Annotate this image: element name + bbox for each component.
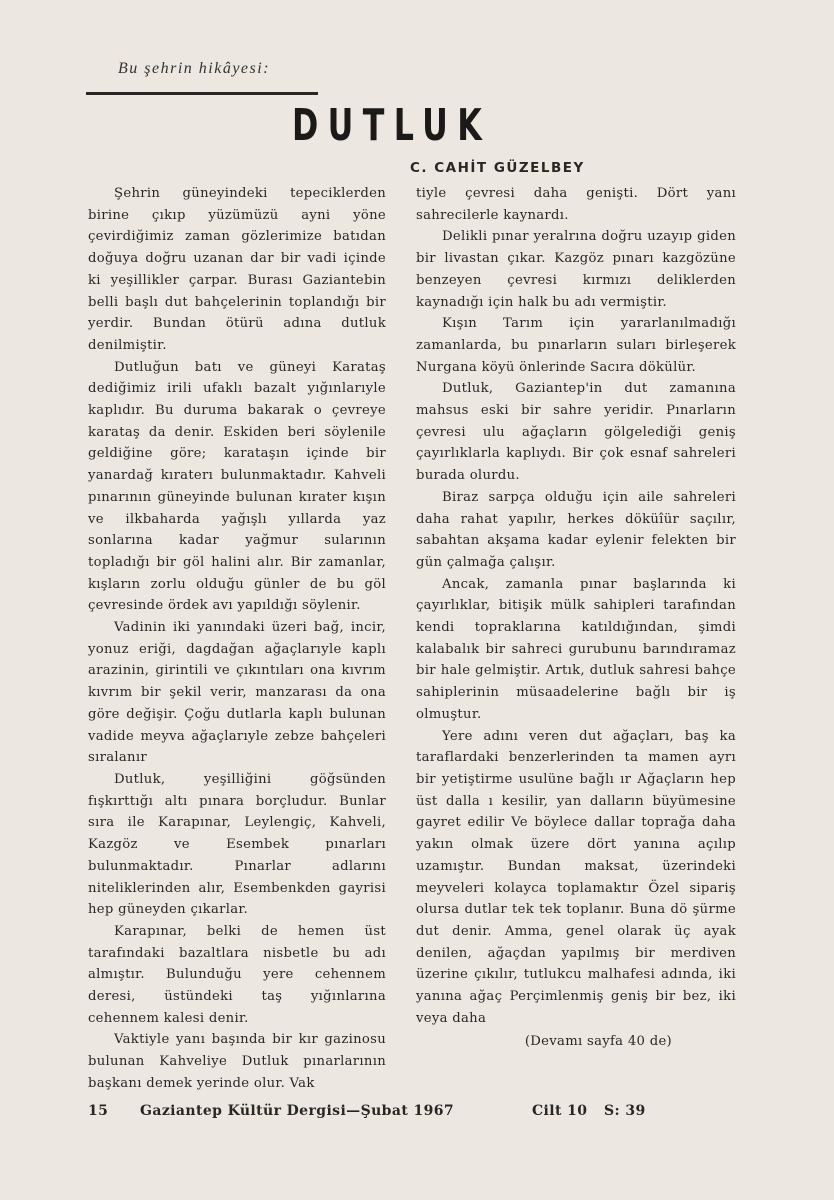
paragraph: Karapınar, belki de hemen üst tarafındaki bazaltlara nisbetle bu adı almıştır. Bulunduğu yere cehennem deresi, üstündeki taş yığınlarına cehennem kalesi denir. bbox=[88, 923, 386, 1026]
issue-number: S: 39 bbox=[604, 1103, 646, 1119]
article-kicker: Bu şehrin hikâyesi: bbox=[118, 60, 271, 77]
article-title: DUTLUK bbox=[292, 100, 492, 151]
paragraph: Vadinin iki yanındaki üzeri bağ, incir, yonuz eriği, dagdağan ağaçlarıyle kaplı arazinin, girintili ve çıkıntıları ona kıvrım kıvrım bir şekil verir, manzarası da ona göre değişir. Çoğu dutlarla kaplı bulunan vadide meyva ağaçlarıyle zebze bahçeleri sıralanır bbox=[88, 620, 386, 766]
paragraph: Delikli pınar yeralrına doğru uzayıp giden bir livastan çıkar. Kazgöz pınarı kazgözüne benzeyen çevresi kırmızı deliklerden kaynadığı için halk bu adı vermiştir. bbox=[416, 229, 736, 310]
paragraph: Dutluk, yeşilliğini göğsünden fışkırttığı altı pınara borçludur. Bunlar sıra ile Karapınar, Leylengiç, Kahveli, Kazgöz ve Esembek pınarları bulunmaktadır. Pınarlar adlarını niteliklerinden alır, Esembenkden gayrisi hep güneyden çıkarlar. bbox=[88, 771, 386, 918]
paragraph: Yere adını veren dut ağaçları, baş ka taraflardaki benzerlerinden ta mamen ayrı bir yetiştirme usulüne bağlı ır Ağaçların hep üst dalla ı kesilir, yan dalların büyümesine gayret edilir Ve böylece dallar toprağa daha yakın olmak üzere dört yanına açılıp uzamıştır. Bundan maksat, üzerindeki meyveleri kolayca toplamaktır Özel sipariş olursa dutlar tek tek toplanır. Buna dö şürme dut denir. Amma, genel olarak üç ayak denilen, ağaçdan yapılmış bir merdiven üzerine çıkılır, tutlukcu malhafesi adında, iki yanına ağaç Perçimlenmiş geniş bir bez, iki veya daha bbox=[416, 728, 736, 1026]
paragraph: Ancak, zamanla pınar başlarında ki çayırlıklar, bitişik mülk sahipleri tarafından kendi topraklarına katıldığından, şimdi kalabalık bir sahreci gurubunu barındıramaz bir hale gelmiştir. Artık, dutluk sahresi bahçe sahiplerinin müsaadelerine bağlı bir iş olmuştur. bbox=[416, 576, 736, 722]
page-number: 15 bbox=[88, 1103, 109, 1119]
paragraph: Vaktiyle yanı başında bir kır gazinosu bulunan Kahveliye Dutluk pınarlarının başkanı demek yerinde olur. Vak bbox=[88, 1032, 386, 1091]
paragraph: tiyle çevresi daha genişti. Dört yanı sahrecilerle kaynardı. bbox=[416, 186, 736, 223]
volume-label: Cilt 10 bbox=[532, 1103, 588, 1119]
article-author: C. CAHİT GÜZELBEY bbox=[410, 160, 585, 176]
column-left bbox=[88, 183, 386, 1095]
header-rule bbox=[86, 92, 318, 95]
column-right bbox=[416, 183, 736, 1053]
paragraph: Şehrin güneyindeki tepeciklerden birine çıkıp yüzümüzü ayni yöne çevirdiğimiz zaman gözlerimize batıdan doğuya doğru uzanan dar bir vadi içinde ki yeşillikler çarpar. Burası Gaziantebin belli başlı dut bahçelerinin toplandığı bir yerdir. Bundan ötürü adına dutluk denilmiştir. bbox=[88, 186, 386, 353]
paragraph: Dutluğun batı ve güneyi Karataş dediğimiz irili ufaklı bazalt yığınlarıyle kaplıdır. Bu duruma bakarak o çevreye karataş da denir. Eskiden beri söylenile geldiğine göre; karataşın içinde bir yanardağ kıraterı bulunmaktadır. Kahveli pınarının güneyinde bulunan kırater kışın ve ilkbaharda yağışlı yıllarda yaz sonlarına kadar yağmur sularının topladığı bir göl halini alır. Bir zamanlar, kışların zorlu olduğu günler de bu göl çevresinde ördek avı yapıldığı söylenir. bbox=[88, 359, 386, 614]
paragraph: Dutluk, Gaziantep'in dut zamanına mahsus eski bir sahre yeridir. Pınarların çevresi ulu ağaçların gölgelediği geniş çayırlıklarla kaplıydı. Bir çok esnaf sahreleri burada olurdu. bbox=[416, 381, 736, 484]
magazine-issue: Gaziantep Kültür Dergisi—Şubat 1967 bbox=[140, 1103, 455, 1119]
paragraph: Kışın Tarım için yararlanılmadığı zamanlarda, bu pınarların suları birleşerek Nurgana köyü önlerinde Sacıra dökülür. bbox=[416, 316, 736, 375]
paragraph: Biraz sarpça olduğu için aile sahreleri daha rahat yapılır, herkes döküîür saçılır, sabahtan akşama kadar eylenir felekten bir gün çalmağa çalışır. bbox=[416, 489, 736, 570]
continued-note: (Devamı sayfa 40 de) bbox=[524, 1034, 672, 1050]
